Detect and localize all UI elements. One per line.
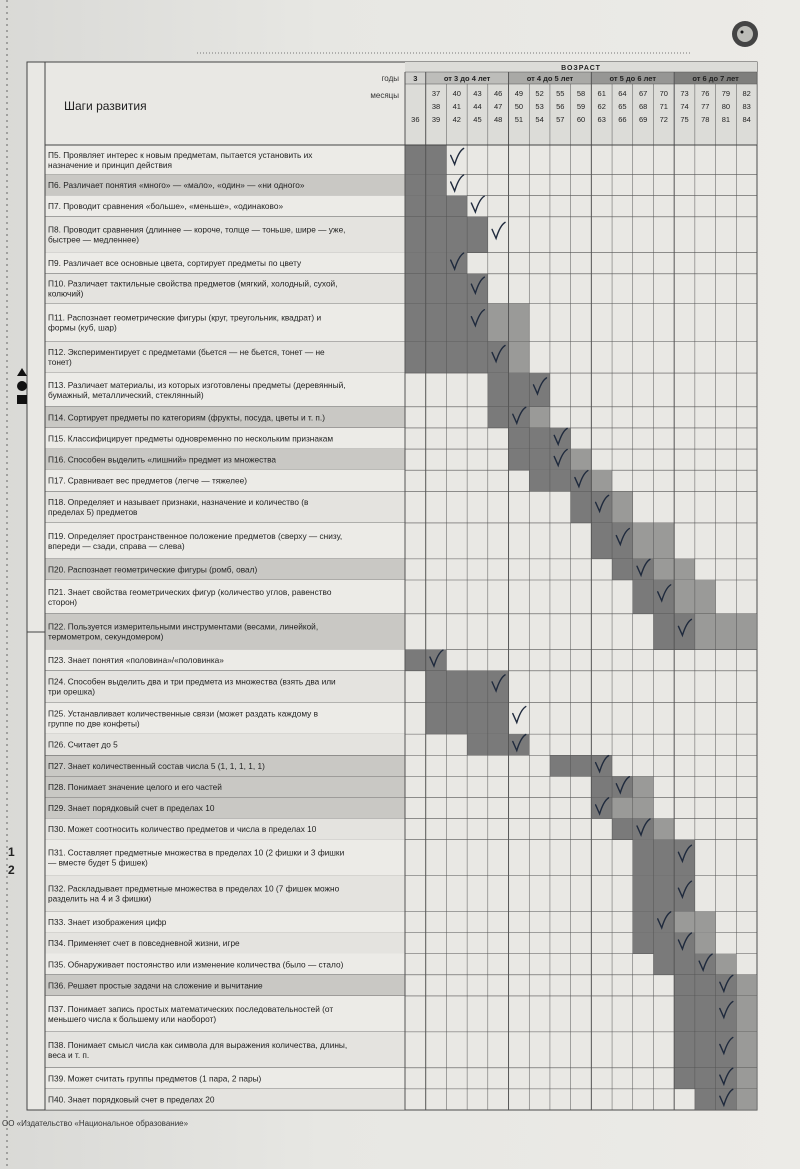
month-label: 45: [473, 115, 482, 124]
step-text: П29. Знает порядковый счет в пределах 10: [48, 803, 215, 814]
step-text: П11. Распознает геометрические фигуры (круг, треугольник, квадрат) и формы (куб, шар): [48, 312, 322, 333]
section-shapes-icon: [17, 368, 27, 404]
step-text: П7. Проводит сравнения «больше», «меньше», «одинаково»: [48, 201, 284, 212]
step-text: П6. Различает понятия «много» — «мало», «один» — «ни одного»: [48, 180, 305, 191]
step-text: П20. Распознает геометрические фигуры (ромб, овал): [48, 564, 258, 575]
month-label: 78: [701, 115, 710, 124]
age-group-label: 3: [413, 74, 418, 83]
month-label: 65: [618, 102, 627, 111]
month-label: 46: [494, 89, 503, 98]
step-text: П24. Способен выделить два и три предмета из множества (взять два или три орешка): [48, 676, 336, 697]
month-label: 84: [742, 115, 751, 124]
month-label: 83: [742, 102, 751, 111]
step-text: П17. Сравнивает вес предметов (легче — тяжелее): [48, 475, 247, 486]
step-text: П14. Сортирует предметы по категориям (фрукты, посуда, цветы и т. п.): [48, 412, 325, 423]
month-label: 66: [618, 115, 627, 124]
month-label: 70: [659, 89, 668, 98]
month-label: 57: [556, 115, 565, 124]
month-label: 63: [597, 115, 606, 124]
table-row: [45, 797, 757, 818]
month-label: 55: [556, 89, 565, 98]
month-label: 36: [411, 115, 420, 124]
step-text: П31. Составляет предметные множества в пределах 10 (2 фишки и 3 фишки — вместе будет 5 фишек): [48, 847, 345, 868]
month-label: 61: [597, 89, 606, 98]
step-text: П38. Понимает смысл числа как символа для выражения количества, длины, веса и т. п.: [48, 1039, 348, 1060]
month-label: 72: [659, 115, 668, 124]
month-label: 53: [535, 102, 544, 111]
step-text: П28. Понимает значение целого и его частей: [48, 781, 222, 792]
month-label: 51: [514, 115, 524, 124]
month-label: 60: [576, 115, 586, 124]
month-label: 69: [638, 115, 648, 124]
publisher-footer: ОО «Издательство «Национальное образование»: [2, 1119, 189, 1128]
table-row: [45, 933, 757, 954]
month-label: 43: [473, 89, 482, 98]
step-text: П39. Может считать группы предметов (1 пара, 2 пары): [48, 1073, 262, 1084]
step-text: П10. Различает тактильные свойства предметов (мягкий, холодный, сухой, колючий): [48, 278, 338, 299]
step-text: П12. Экспериментирует с предметами (бьется — не бьется, тонет — не тонет): [48, 347, 325, 368]
step-text: П13. Различает материалы, из которых изготовлены предметы (деревянный, бумажный, металлический, стеклянный): [48, 379, 346, 400]
month-label: 75: [680, 115, 689, 124]
month-label: 42: [452, 115, 461, 124]
section-number: 2: [8, 863, 15, 877]
step-text: П18. Определяет и называет признаки, назначение и количество (в пределах 5) предметов: [48, 497, 309, 518]
month-label: 81: [721, 115, 731, 124]
step-text: П8. Проводит сравнения (длиннее — короче, толще — тоньше, шире — уже, быстрее — медленнее): [48, 224, 346, 245]
month-label: 54: [535, 115, 544, 124]
month-label: 77: [701, 102, 710, 111]
years-label: годы: [381, 74, 399, 83]
table-row: [45, 523, 757, 559]
step-text: П21. Знает свойства геометрических фигур (количество углов, равенство сторон): [48, 586, 332, 607]
month-label: 80: [721, 102, 731, 111]
month-label: 39: [431, 115, 441, 124]
month-label: 73: [680, 89, 689, 98]
month-label: 50: [514, 102, 524, 111]
month-label: 47: [494, 102, 503, 111]
step-text: П34. Применяет счет в повседневной жизни, игре: [48, 938, 240, 949]
step-text: П40. Знает порядковый счет в пределах 20: [48, 1094, 215, 1105]
step-text: П27. Знает количественный состав числа 5 (1, 1, 1, 1, 1): [48, 760, 265, 771]
month-label: 71: [659, 102, 668, 111]
month-label: 79: [721, 89, 731, 98]
month-label: 56: [556, 102, 565, 111]
month-label: 62: [597, 102, 606, 111]
step-text: П15. Классифицирует предметы одновременно по нескольким признакам: [48, 433, 334, 444]
table-row: [45, 559, 757, 580]
age-group-label: от 4 до 5 лет: [526, 74, 574, 83]
month-label: 48: [494, 115, 503, 124]
step-text: П30. Может соотносить количество предметов и числа в пределах 10: [48, 824, 317, 835]
step-text: П25. Устанавливает количественные связи (может раздать каждому в группе по две конфеты): [48, 708, 318, 729]
step-text: П35. Обнаруживает постоянство или изменение количества (было — стало): [48, 959, 344, 970]
month-label: 58: [576, 89, 586, 98]
month-label: 38: [431, 102, 441, 111]
step-text: П23. Знает понятия «половина»/«половинка»: [48, 655, 224, 666]
age-group-label: от 6 до 7 лет: [692, 74, 739, 83]
month-label: 64: [618, 89, 627, 98]
table-row: [45, 876, 757, 912]
month-label: 49: [514, 89, 524, 98]
age-group-label: от 5 до 6 лет: [609, 74, 657, 83]
step-text: П33. Знает изображения цифр: [48, 917, 167, 928]
step-text: П19. Определяет пространственное положение предметов (сверху — снизу, впереди — сзади, справа — слева): [48, 530, 343, 551]
month-label: 82: [742, 89, 751, 98]
step-text: П22. Пользуется измерительными инструментами (весами, линейкой, термометром, секундомером): [48, 621, 319, 642]
step-text: П36. Решает простые задачи на сложение и вычитание: [48, 980, 263, 991]
months-label: месяцы: [370, 91, 399, 100]
month-label: 41: [452, 102, 461, 111]
month-label: 52: [535, 89, 544, 98]
step-text: П26. Считает до 5: [48, 739, 118, 750]
month-label: 68: [638, 102, 648, 111]
step-text: П5. Проявляет интерес к новым предметам, пытается установить их назначение и принцип действия: [48, 149, 313, 170]
table-row: [45, 819, 757, 840]
age-header: ВОЗРАСТ: [561, 65, 601, 72]
step-text: П37. Понимает запись простых математических последовательностей (от меньшего числа к большему или наоборот): [48, 1003, 334, 1024]
table-row: [45, 840, 757, 876]
step-text: П16. Способен выделить «лишний» предмет из множества: [48, 454, 277, 465]
mascot-icon: [732, 21, 758, 47]
table-row: [45, 580, 757, 614]
section-number: 1: [8, 845, 15, 859]
table-row: [45, 776, 757, 797]
step-text: П9. Различает все основные цвета, сортирует предметы по цвету: [48, 258, 302, 269]
month-label: 59: [576, 102, 586, 111]
table-row: [45, 912, 757, 933]
step-text: П32. Раскладывает предметные множества в пределах 10 (7 фишек можно разделить на 4 и 3 фишки): [48, 883, 340, 904]
age-group-label: от 3 до 4 лет: [443, 74, 491, 83]
month-label: 44: [473, 102, 482, 111]
month-label: 76: [701, 89, 710, 98]
month-label: 74: [680, 102, 689, 111]
month-label: 40: [452, 89, 461, 98]
month-label: 37: [431, 89, 441, 98]
month-label: 67: [638, 89, 648, 98]
steps-header: Шаги развития: [64, 99, 147, 113]
